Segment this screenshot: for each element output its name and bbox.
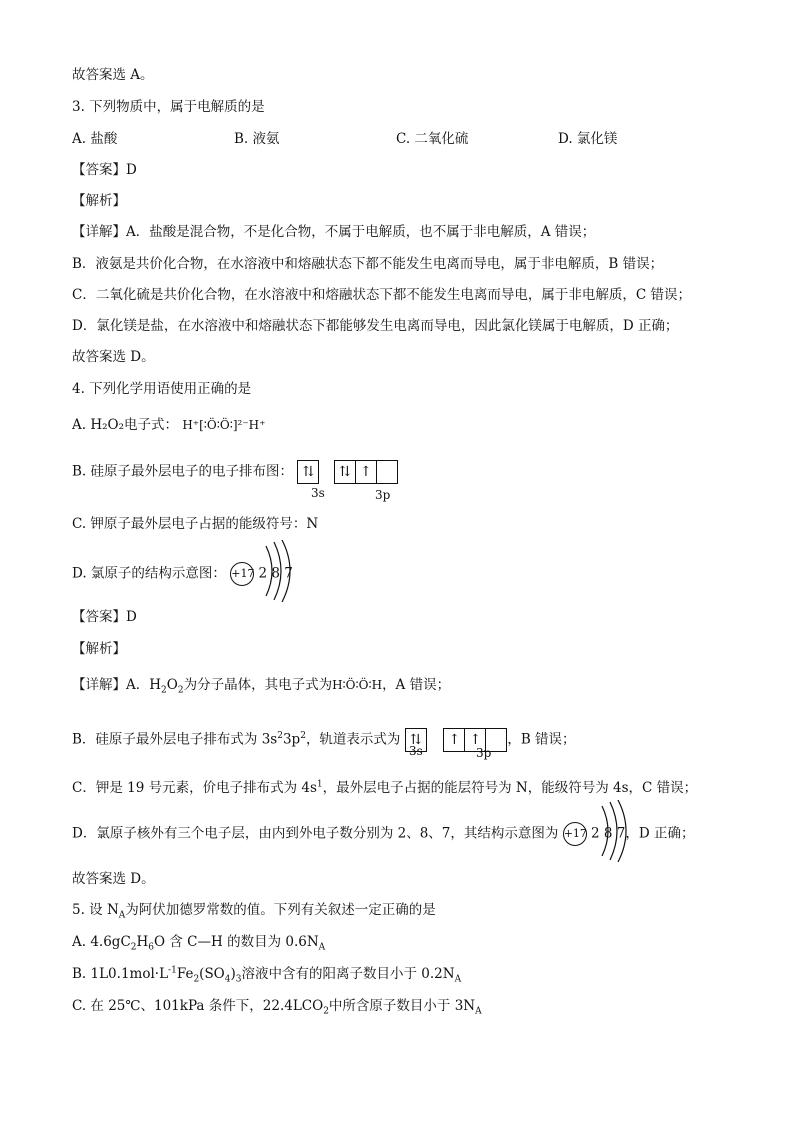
- detail-3-line-4: D．氯化镁是盐，在水溶液中和熔融状态下都能够发生电离而导电，因此氯化镁属于电解质，D 正确；: [72, 318, 679, 334]
- d4-1-pre: 【详解】A．H: [72, 677, 162, 693]
- detail-4-line-1: 【详解】A．$H_2O_2$为分子晶体，其电子式为H∶Ö∶Ö∶H，A 错误；: [72, 677, 451, 696]
- orbital-3s-label-correct: 3s: [409, 744, 423, 758]
- analysis-4-heading: 【解析】: [72, 641, 126, 657]
- shell-arc: [610, 802, 617, 860]
- analysis-3-heading: 【解析】: [72, 193, 126, 209]
- q5-b-4: ): [230, 966, 236, 982]
- shell-arcs: [262, 540, 302, 602]
- detail-3-line-2: B．液氨是共价化合物，在水溶液中和熔融状态下都不能发生电离而导电，属于非电解质，B 错误；: [72, 256, 664, 272]
- sub: 2: [193, 974, 200, 985]
- sup: 2: [277, 731, 283, 741]
- q5-b-5: 溶液中含有的阳离子数目小于 0.2N: [241, 966, 455, 982]
- q5-option-c: [72, 997, 482, 1015]
- shell-arc: [266, 546, 272, 596]
- q3-option-c: C. 二氧化硫: [396, 131, 469, 147]
- q5-a-2: H: [136, 934, 149, 950]
- shell-arc: [282, 540, 290, 602]
- question-5: [72, 901, 436, 919]
- d4-2-mid: 3p: [282, 731, 301, 748]
- sub: 4: [224, 974, 231, 985]
- detail-3-line-3: C．二氧化硫是共价化合物，在水溶液中和熔融状态下都不能发生电离而导电，属于非电解质，C 错误；: [72, 287, 691, 303]
- q3-option-a: A. 盐酸: [72, 131, 118, 147]
- q3-option-b: B. 液氨: [234, 131, 280, 147]
- sub: 3: [235, 974, 242, 985]
- answer-3: 【答案】D: [72, 162, 137, 178]
- orbital-cell: ⇅: [409, 732, 422, 748]
- q4-b-label: B. 硅原子最外层电子的电子排布图：: [72, 463, 294, 480]
- shell-arcs-correct: [598, 800, 638, 862]
- d4-1-post: ，A 错误；: [382, 677, 451, 693]
- q3-option-d: D. 氯化镁: [558, 131, 618, 147]
- sub: A: [475, 1006, 482, 1017]
- detail-3-line-1: 【详解】A．盐酸是混合物，不是化合物，不属于电解质，也不属于非电解质，A 错误；: [72, 224, 596, 240]
- d4-3-post: ，最外层电子占据的能层符号为 N，能级符号为 4s，C 错误；: [322, 780, 698, 796]
- line-answer-a: 故答案选 A。: [72, 67, 154, 83]
- q4-a-label: 电子式：: [124, 417, 179, 433]
- h2o2-formula: H₂O₂: [90, 417, 125, 433]
- sub: A: [318, 942, 326, 953]
- answer-4: 【答案】D: [72, 609, 137, 625]
- shell-arc: [618, 800, 626, 862]
- d4-3-pre: C．钾是 19 号元素，价电子排布式为 4s: [72, 780, 317, 796]
- sub: A: [118, 910, 126, 921]
- q5-post: 为阿伏加德罗常数的值。下列有关叙述一定正确的是: [125, 902, 436, 918]
- shell-arc: [602, 806, 608, 856]
- q4-d-label: D. 氯原子的结构示意图：: [72, 565, 226, 582]
- electron-formula-a: H⁺[∶Ö∶Ö∶]²⁻H⁺: [182, 418, 266, 432]
- sub: A: [454, 974, 462, 985]
- detail-4-line-3: [72, 779, 697, 797]
- q4-option-c: C. 钾原子最外层电子占据的能级符号：N: [72, 516, 319, 532]
- q5-b-1: B. 1L0.1mol·L: [72, 966, 169, 982]
- orbital-cell: ↑: [356, 461, 377, 483]
- q5-b-3: (SO: [199, 966, 225, 982]
- d4-1-mid: 为分子晶体，其电子式为: [183, 677, 333, 693]
- sub: 2: [130, 942, 137, 953]
- shell-arc: [274, 542, 281, 600]
- question-3: 3. 下列物质中，属于电解质的是: [72, 99, 265, 115]
- nucleus-circle: +17: [230, 562, 254, 586]
- q5-c-1: C. 在 25℃、101kPa 条件下，22.4LCO: [72, 998, 324, 1014]
- sup: 1: [316, 779, 323, 790]
- orbital-3s-label: 3s: [311, 486, 325, 500]
- q5-option-a: [72, 933, 325, 951]
- q4-a-prefix: A.: [72, 417, 91, 433]
- orbital-cell: ⇅: [302, 464, 315, 480]
- q4-option-b: [72, 460, 398, 484]
- q5-c-2: 中所含原子数目小于 3N: [328, 998, 476, 1014]
- shell-electrons-correct: 2 8 7: [590, 825, 626, 842]
- orbital-cell: ↑: [444, 729, 465, 751]
- orbital-3p-label: 3p: [375, 488, 391, 502]
- d4-2-post: ，B 错误；: [507, 731, 576, 748]
- question-4: 4. 下列化学用语使用正确的是: [72, 381, 252, 397]
- shell-electrons: 2 8 7: [258, 565, 293, 582]
- orbital-3s-box: [297, 460, 319, 484]
- d4-2-mid2: ，轨道表示式为: [305, 731, 401, 748]
- line-answer-d-3: 故答案选 D。: [72, 349, 155, 365]
- sub: 6: [148, 942, 155, 953]
- orbital-cell: ↑: [465, 729, 486, 751]
- d4-4-post: ，D 正确；: [625, 825, 695, 842]
- d4-4-text: D．氯原子核外有三个电子层，由内到外电子数分别为 2、8、7，其结构示意图为: [72, 825, 559, 842]
- q5-b-2: Fe: [176, 966, 194, 982]
- sub: 2: [177, 685, 184, 696]
- sup: 2: [300, 731, 306, 741]
- orbital-3p-label-correct: 3p: [476, 746, 492, 760]
- q4-option-a: [72, 416, 265, 434]
- q5-a-1: A. 4.6gC: [72, 934, 131, 950]
- q5-a-3: O 含 C—H 的数目为 0.6N: [154, 934, 319, 950]
- electron-formula-correct: H∶Ö∶Ö∶H: [332, 678, 383, 692]
- orbital-cell: [377, 461, 397, 483]
- sup: -1: [168, 965, 177, 976]
- q5-pre: 5. 设 N: [72, 902, 119, 918]
- nucleus-circle-correct: +17: [563, 822, 587, 846]
- q4-option-d: [72, 562, 293, 586]
- sub: 2: [161, 685, 167, 696]
- orbital-cell: ⇅: [335, 461, 356, 483]
- q5-option-b: [72, 965, 461, 983]
- orbital-3p-box: [334, 460, 398, 484]
- detail-4-line-2: [72, 728, 576, 752]
- sub: 2: [323, 1006, 329, 1017]
- line-answer-d-4: 故答案选 D。: [72, 871, 155, 887]
- d4-2-pre: B．硅原子最外层电子排布式为 3s: [72, 731, 278, 748]
